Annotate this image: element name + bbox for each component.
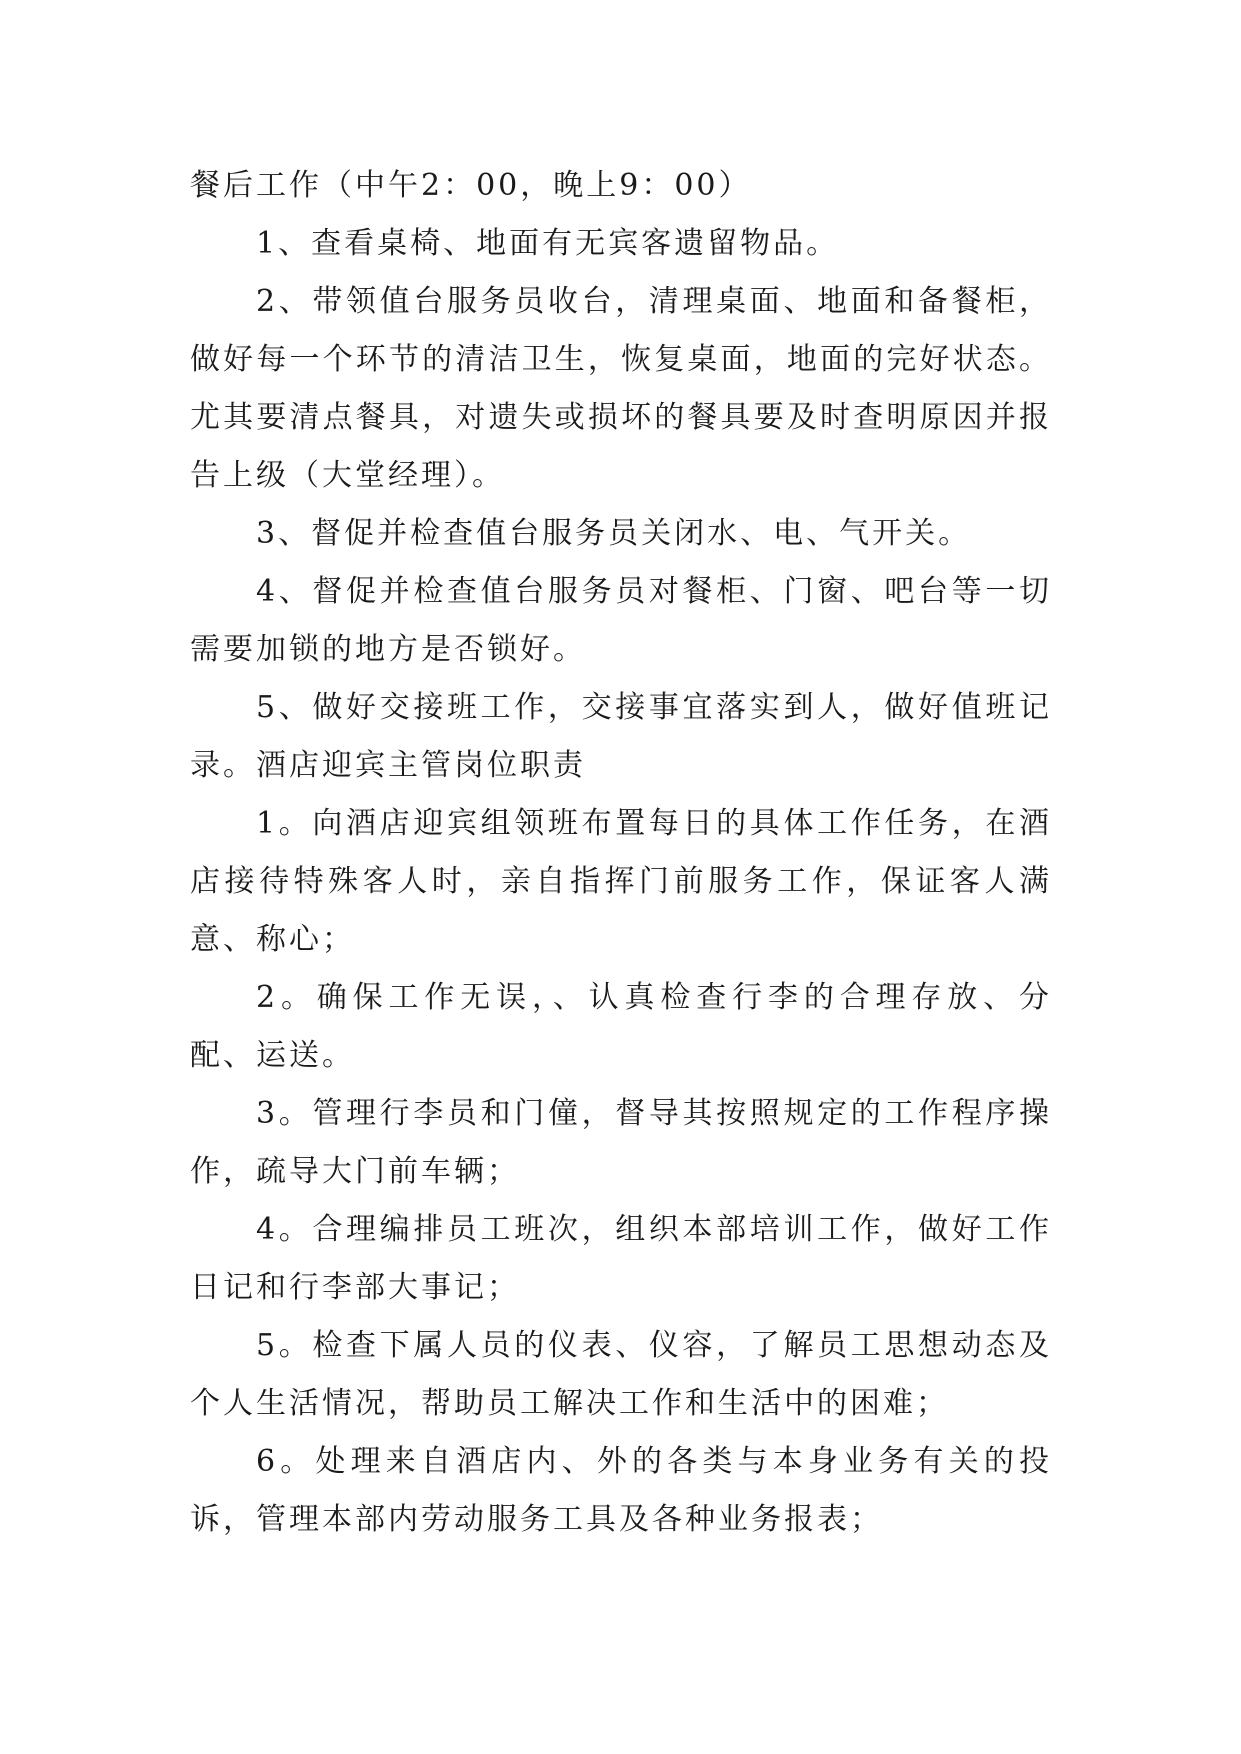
section-heading: 餐后工作（中午2：00，晚上9：00） xyxy=(190,168,752,203)
paragraph: 5。检查下属人员的仪表、仪容，了解员工思想动态及个人生活情况，帮助员工解决工作和生活中的困难； xyxy=(190,1328,1052,1421)
paragraph: 2、带领值台服务员收台，清理桌面、地面和备餐柜，做好每一个环节的清洁卫生，恢复桌面，地面的完好状态。尤其要清点餐具，对遗失或损坏的餐具要及时查明原因并报告上级（大堂经理）。 xyxy=(190,284,1052,493)
paragraph: 4。合理编排员工班次，组织本部培训工作，做好工作日记和行李部大事记； xyxy=(190,1212,1052,1305)
paragraph: 3、督促并检查值台服务员关闭水、电、气开关。 xyxy=(256,516,972,551)
document-body xyxy=(190,157,1052,1549)
paragraph: 2。确保工作无误，、认真检查行李的合理存放、分配、运送。 xyxy=(190,980,1052,1073)
paragraph: 6。处理来自酒店内、外的各类与本身业务有关的投诉，管理本部内劳动服务工具及各种业务报表； xyxy=(190,1444,1052,1537)
paragraph: 5、做好交接班工作，交接事宜落实到人，做好值班记录。酒店迎宾主管岗位职责 xyxy=(190,690,1052,783)
paragraph: 1。向酒店迎宾组领班布置每日的具体工作任务，在酒店接待特殊客人时，亲自指挥门前服务工作，保证客人满意、称心； xyxy=(190,806,1052,957)
paragraph: 4、督促并检查值台服务员对餐柜、门窗、吧台等一切需要加锁的地方是否锁好。 xyxy=(190,574,1052,667)
paragraph: 3。管理行李员和门僮，督导其按照规定的工作程序操作，疏导大门前车辆； xyxy=(190,1096,1052,1189)
paragraph: 1、查看桌椅、地面有无宾客遗留物品。 xyxy=(256,226,840,261)
